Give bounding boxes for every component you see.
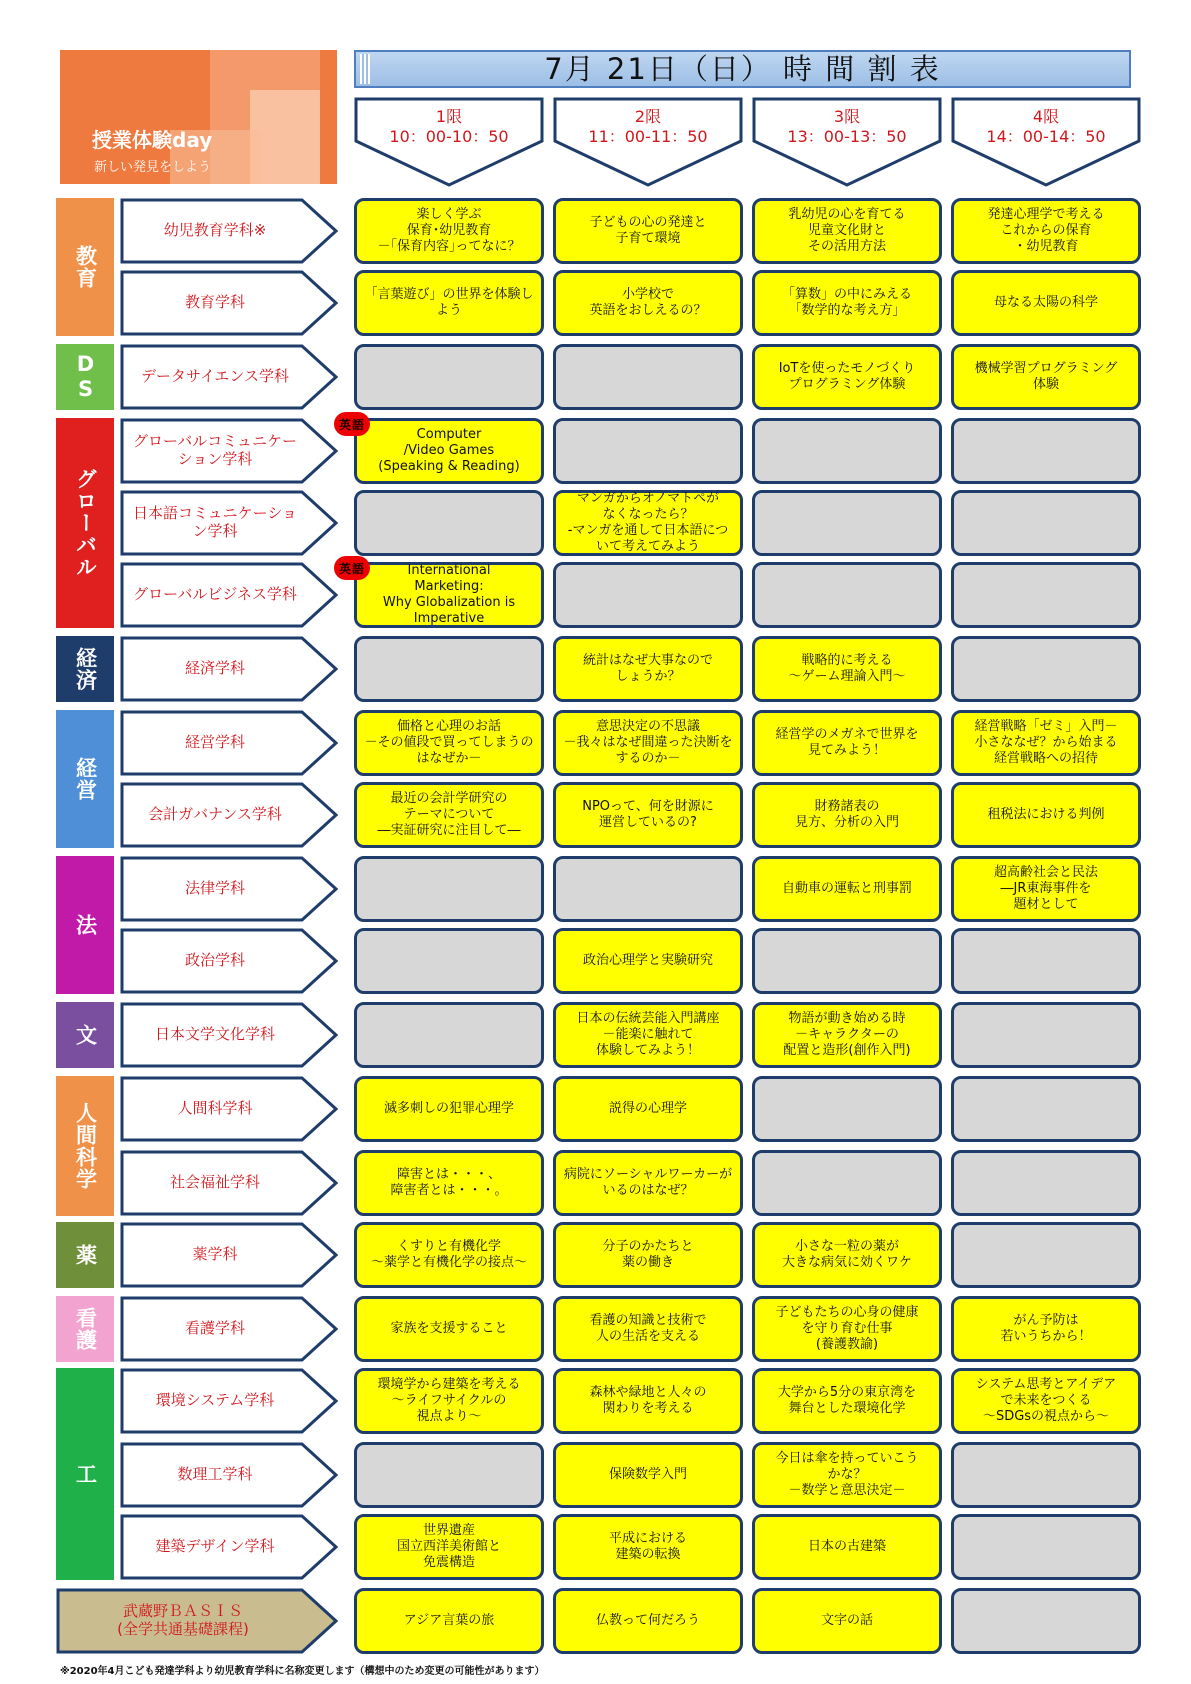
class-session-cell <box>951 856 1141 922</box>
department-label <box>120 562 338 626</box>
class-session-cell <box>553 1296 743 1362</box>
class-session-title: 仏教って何だろう <box>595 1613 700 1628</box>
empty-cell <box>752 490 942 556</box>
category-label-text: 経営 <box>73 757 98 801</box>
class-session-title: 家族を支援すること <box>390 1321 508 1336</box>
period-name: 2限 <box>634 107 662 126</box>
class-session-cell <box>752 856 942 922</box>
class-session-cell <box>553 710 743 776</box>
category-label <box>56 636 114 702</box>
empty-cell <box>752 1076 942 1142</box>
category-label-text: 文 <box>73 1024 98 1046</box>
department-label <box>120 1514 338 1578</box>
class-session-cell <box>354 1150 544 1216</box>
class-session-title: 価格と心理のお話 －その値段で買ってしまうのはなぜか－ <box>364 719 534 766</box>
category-label <box>56 1002 114 1068</box>
empty-cell <box>951 1150 1141 1216</box>
period-time: 10：00-10：50 <box>389 127 509 146</box>
department-label <box>120 710 338 774</box>
empty-cell <box>553 344 743 410</box>
class-session-cell <box>752 198 942 264</box>
department-name: 政治学科 <box>184 951 245 969</box>
department-label <box>120 1002 338 1066</box>
department-label <box>120 490 338 554</box>
class-session-title: 環境学から建築を考える ～ライフサイクルの 視点より～ <box>377 1377 521 1424</box>
class-session-title: 超高齢社会と民法 ―JR東海事件を 題材として <box>993 865 1098 912</box>
empty-cell <box>951 1588 1141 1654</box>
class-session-cell <box>951 1296 1141 1362</box>
category-label-text: 人間科学 <box>73 1102 98 1190</box>
department-label <box>120 270 338 334</box>
class-session-title: 統計はなぜ大事なので しょうか？ <box>582 653 713 684</box>
class-session-title: がん予防は 若いうちから！ <box>1000 1313 1092 1344</box>
department-name: グローバルコミュニケーション学科 <box>133 432 297 468</box>
department-name: 数理工学科 <box>177 1465 253 1483</box>
class-session-title: 小学校で 英語をおしえるの？ <box>589 287 707 318</box>
class-session-title: NPOって、何を財源に 運営しているの? <box>582 799 714 830</box>
class-session-title: 政治心理学と実験研究 <box>582 953 713 968</box>
class-session-title: IoTを使ったモノづくり プログラミング体験 <box>778 361 916 392</box>
class-session-cell <box>354 1296 544 1362</box>
class-session-cell <box>553 1368 743 1434</box>
category-label-text: 教育 <box>73 245 98 289</box>
department-name: 法律学科 <box>184 879 245 897</box>
class-session-cell <box>354 1222 544 1288</box>
department-label <box>120 856 338 920</box>
empty-cell <box>354 928 544 994</box>
class-session-title: くすりと有機化学 ～薬学と有機化学の接点～ <box>370 1239 527 1270</box>
class-session-cell <box>752 782 942 848</box>
department-name: 日本文学文化学科 <box>154 1025 275 1043</box>
department-label <box>120 928 338 992</box>
category-label <box>56 1368 114 1580</box>
department-name: 会計ガバナンス学科 <box>148 805 282 823</box>
event-banner <box>60 50 337 184</box>
class-session-title: 日本の古建築 <box>807 1539 886 1554</box>
empty-cell <box>354 490 544 556</box>
class-session-title: 経営戦略「ゼミ」入門－ 小さななぜ？から始まる 経営戦略への招待 <box>974 719 1118 766</box>
empty-cell <box>354 1002 544 1068</box>
period-name: 3限 <box>833 107 861 126</box>
class-session-cell <box>951 270 1141 336</box>
category-label-text: 法 <box>73 914 98 936</box>
period-header-2 <box>553 97 743 187</box>
department-label <box>120 1222 338 1286</box>
empty-cell <box>354 1442 544 1508</box>
period-header-3 <box>752 97 942 187</box>
class-session-title: 財務諸表の 見方、分析の入門 <box>794 799 899 830</box>
empty-cell <box>951 1442 1141 1508</box>
class-session-title: マンガからオノマトペが なくなったら？ -マンガを通して日本語について考えてみよう <box>567 491 729 554</box>
class-session-cell <box>752 344 942 410</box>
department-name: 日本語コミュニケーション学科 <box>132 504 298 540</box>
empty-cell <box>951 562 1141 628</box>
class-session-cell <box>553 928 743 994</box>
class-session-cell <box>553 1588 743 1654</box>
class-session-title: 戦略的に考える ～ゲーム理論入門～ <box>788 653 906 684</box>
department-name: 看護学科 <box>184 1319 245 1337</box>
empty-cell <box>951 490 1141 556</box>
period-header-1 <box>354 97 544 187</box>
class-session-cell <box>354 1076 544 1142</box>
class-session-cell <box>752 270 942 336</box>
class-session-title: 子どもたちの心身の健康 を守り育む仕事 (養護教諭) <box>775 1305 919 1352</box>
category-label <box>56 1296 114 1362</box>
class-session-cell <box>553 1222 743 1288</box>
class-session-title: 乳幼児の心を育てる 児童文化財と その活用方法 <box>788 207 906 254</box>
department-label <box>120 636 338 700</box>
class-session-title: 発達心理学で考える これからの保育 ・幼児教育 <box>987 207 1105 254</box>
footnote: ※2020年4月こども発達学科より幼児教育学科に名称変更します（構想中のため変更の可能性があります） <box>60 1666 545 1677</box>
department-label <box>120 1150 338 1214</box>
department-label <box>120 782 338 846</box>
empty-cell <box>354 344 544 410</box>
class-session-cell <box>553 782 743 848</box>
class-session-cell <box>951 1368 1141 1434</box>
class-session-title: 租税法における判例 <box>987 807 1105 822</box>
category-label <box>56 710 114 848</box>
department-name: データサイエンス学科 <box>141 367 289 385</box>
category-label-text: DS <box>73 352 98 402</box>
category-label <box>56 856 114 994</box>
department-name: 教育学科 <box>184 293 245 311</box>
empty-cell <box>354 636 544 702</box>
class-session-title: 「算数」の中にみえる 「数学的な考え方」 <box>781 287 912 318</box>
department-name: 経営学科 <box>184 733 245 751</box>
english-badge: 英語 <box>334 412 370 436</box>
department-label <box>120 1368 338 1432</box>
class-session-title: 「言葉遊び」の世界を体験しよう <box>364 287 534 318</box>
category-label-text: 看護 <box>73 1307 98 1351</box>
empty-cell <box>752 928 942 994</box>
department-label <box>120 344 338 408</box>
english-badge: 英語 <box>334 556 370 580</box>
class-session-cell <box>553 636 743 702</box>
category-label <box>56 1222 114 1288</box>
department-label <box>120 418 338 482</box>
category-label <box>56 1076 114 1216</box>
class-session-title: 森林や緑地と人々の 関わりを考える <box>589 1385 707 1416</box>
department-name: 社会福祉学科 <box>169 1173 260 1191</box>
class-session-title: 保険数学入門 <box>608 1467 687 1482</box>
class-session-cell <box>354 782 544 848</box>
class-session-title: 滅多刺しの犯罪心理学 <box>383 1101 514 1116</box>
empty-cell <box>951 1222 1141 1288</box>
period-header-4 <box>951 97 1141 187</box>
category-label-text: 工 <box>73 1463 98 1485</box>
class-session-title: 分子のかたちと 薬の働き <box>602 1239 694 1270</box>
empty-cell <box>752 418 942 484</box>
category-label <box>56 344 114 410</box>
category-label-text: 薬 <box>73 1244 98 1266</box>
class-session-cell <box>752 1296 942 1362</box>
class-session-title: 母なる太陽の科学 <box>993 295 1098 310</box>
class-session-title: Computer /Video Games (Speaking & Reading) <box>378 427 520 474</box>
class-session-title: 今日は傘を持っていこう かな？ －数学と意思決定－ <box>775 1451 919 1498</box>
category-label <box>56 198 114 336</box>
class-session-cell <box>354 1514 544 1580</box>
class-session-title: 平成における 建築の転換 <box>608 1531 687 1562</box>
empty-cell <box>752 1150 942 1216</box>
class-session-title: 世界遺産 国立西洋美術館と 免震構造 <box>396 1523 501 1570</box>
class-session-title: 説得の心理学 <box>608 1101 687 1116</box>
empty-cell <box>553 562 743 628</box>
class-session-cell <box>354 270 544 336</box>
class-session-cell <box>553 1514 743 1580</box>
class-session-cell <box>553 1442 743 1508</box>
empty-cell <box>553 418 743 484</box>
class-session-title: 楽しく学ぶ 保育･幼児教育 －｢保育内容｣ってなに？ <box>377 207 521 254</box>
class-session-title: 物語が動き始める時 －キャラクターの 配置と造形(創作入門) <box>783 1011 911 1058</box>
category-label-text: グローバル <box>73 468 98 578</box>
class-session-cell <box>752 1514 942 1580</box>
empty-cell <box>951 636 1141 702</box>
department-name: 環境システム学科 <box>155 1391 275 1409</box>
page-title-text: 7月 21日（日） 時 間 割 表 <box>544 52 941 86</box>
category-label <box>56 418 114 628</box>
period-name: 4限 <box>1032 107 1060 126</box>
class-session-cell <box>752 710 942 776</box>
banner-subtitle: 新しい発見をしよう <box>94 160 212 175</box>
class-session-title: 小さな一粒の薬が 大きな病気に効くワケ <box>781 1239 912 1270</box>
class-session-title: 大学から5分の東京湾を 舞台とした環境化学 <box>777 1385 917 1416</box>
class-session-cell <box>752 1222 942 1288</box>
class-session-cell <box>951 198 1141 264</box>
class-session-title: 最近の会計学研究の テーマについて ―実証研究に注目して― <box>377 791 521 838</box>
class-session-title: 自動車の運転と刑事罰 <box>781 881 912 896</box>
class-session-cell <box>553 270 743 336</box>
class-session-title: 意思決定の不思議 －我々はなぜ間違った決断をするのか－ <box>563 719 733 766</box>
title-stripe-decoration <box>360 54 370 84</box>
empty-cell <box>354 856 544 922</box>
class-session-cell <box>752 1442 942 1508</box>
class-session-cell <box>354 562 544 628</box>
period-name: 1限 <box>435 107 463 126</box>
class-session-title: 病院にソーシャルワーカーがいるのはなぜ？ <box>563 1167 733 1198</box>
empty-cell <box>951 928 1141 994</box>
department-label <box>56 1588 338 1652</box>
class-session-cell <box>752 1588 942 1654</box>
empty-cell <box>553 856 743 922</box>
class-session-cell <box>354 1368 544 1434</box>
department-name: 薬学科 <box>192 1245 238 1263</box>
period-time: 11：00-11：50 <box>588 127 708 146</box>
department-label <box>120 198 338 262</box>
department-label <box>120 1442 338 1506</box>
class-session-title: システム思考とアイデア で未来をつくる ～SDGsの視点から～ <box>975 1377 1117 1424</box>
empty-cell <box>752 562 942 628</box>
class-session-cell <box>354 1588 544 1654</box>
class-session-title: 障害とは・・・、 障害者とは・・・。 <box>390 1167 508 1198</box>
page-title <box>354 50 1131 88</box>
department-label <box>120 1076 338 1140</box>
banner-title: 授業体験day <box>92 128 213 152</box>
class-session-cell <box>553 1076 743 1142</box>
class-session-cell <box>951 710 1141 776</box>
class-session-cell <box>553 1002 743 1068</box>
class-session-title: 経営学のメガネで世界を 見てみよう！ <box>775 727 919 758</box>
class-session-cell <box>951 344 1141 410</box>
class-session-cell <box>354 710 544 776</box>
class-session-cell <box>752 636 942 702</box>
class-session-cell <box>951 782 1141 848</box>
empty-cell <box>951 1514 1141 1580</box>
period-time: 14：00-14：50 <box>986 127 1106 146</box>
class-session-title: 子どもの心の発達と 子育て環境 <box>589 215 707 246</box>
class-session-title: 文字の話 <box>820 1613 873 1628</box>
department-label <box>120 1296 338 1360</box>
class-session-cell <box>553 490 743 556</box>
department-name: 経済学科 <box>184 659 245 677</box>
class-session-title: 機械学習プログラミング 体験 <box>974 361 1118 392</box>
empty-cell <box>951 1002 1141 1068</box>
department-name: グローバルビジネス学科 <box>133 585 297 603</box>
class-session-cell <box>752 1002 942 1068</box>
department-name: 人間科学科 <box>177 1099 253 1117</box>
class-session-title: 看護の知識と技術で 人の生活を支える <box>589 1313 707 1344</box>
category-label-text: 経済 <box>73 647 98 691</box>
class-session-title: International Marketing: Why Globalization is Imperative <box>382 563 516 626</box>
class-session-cell <box>553 198 743 264</box>
department-name: 武蔵野ＢＡＳＩＳ (全学共通基礎課程) <box>117 1602 249 1638</box>
class-session-cell <box>553 1150 743 1216</box>
banner-decoration <box>250 90 320 184</box>
class-session-cell <box>354 198 544 264</box>
empty-cell <box>951 418 1141 484</box>
class-session-title: 日本の伝統芸能入門講座 －能楽に触れて 体験してみよう！ <box>576 1011 720 1058</box>
department-name: 幼児教育学科※ <box>163 221 267 239</box>
class-session-cell <box>354 418 544 484</box>
class-session-cell <box>752 1368 942 1434</box>
empty-cell <box>951 1076 1141 1142</box>
class-session-title: アジア言葉の旅 <box>403 1613 495 1628</box>
department-name: 建築デザイン学科 <box>155 1537 275 1555</box>
period-time: 13：00-13：50 <box>787 127 907 146</box>
